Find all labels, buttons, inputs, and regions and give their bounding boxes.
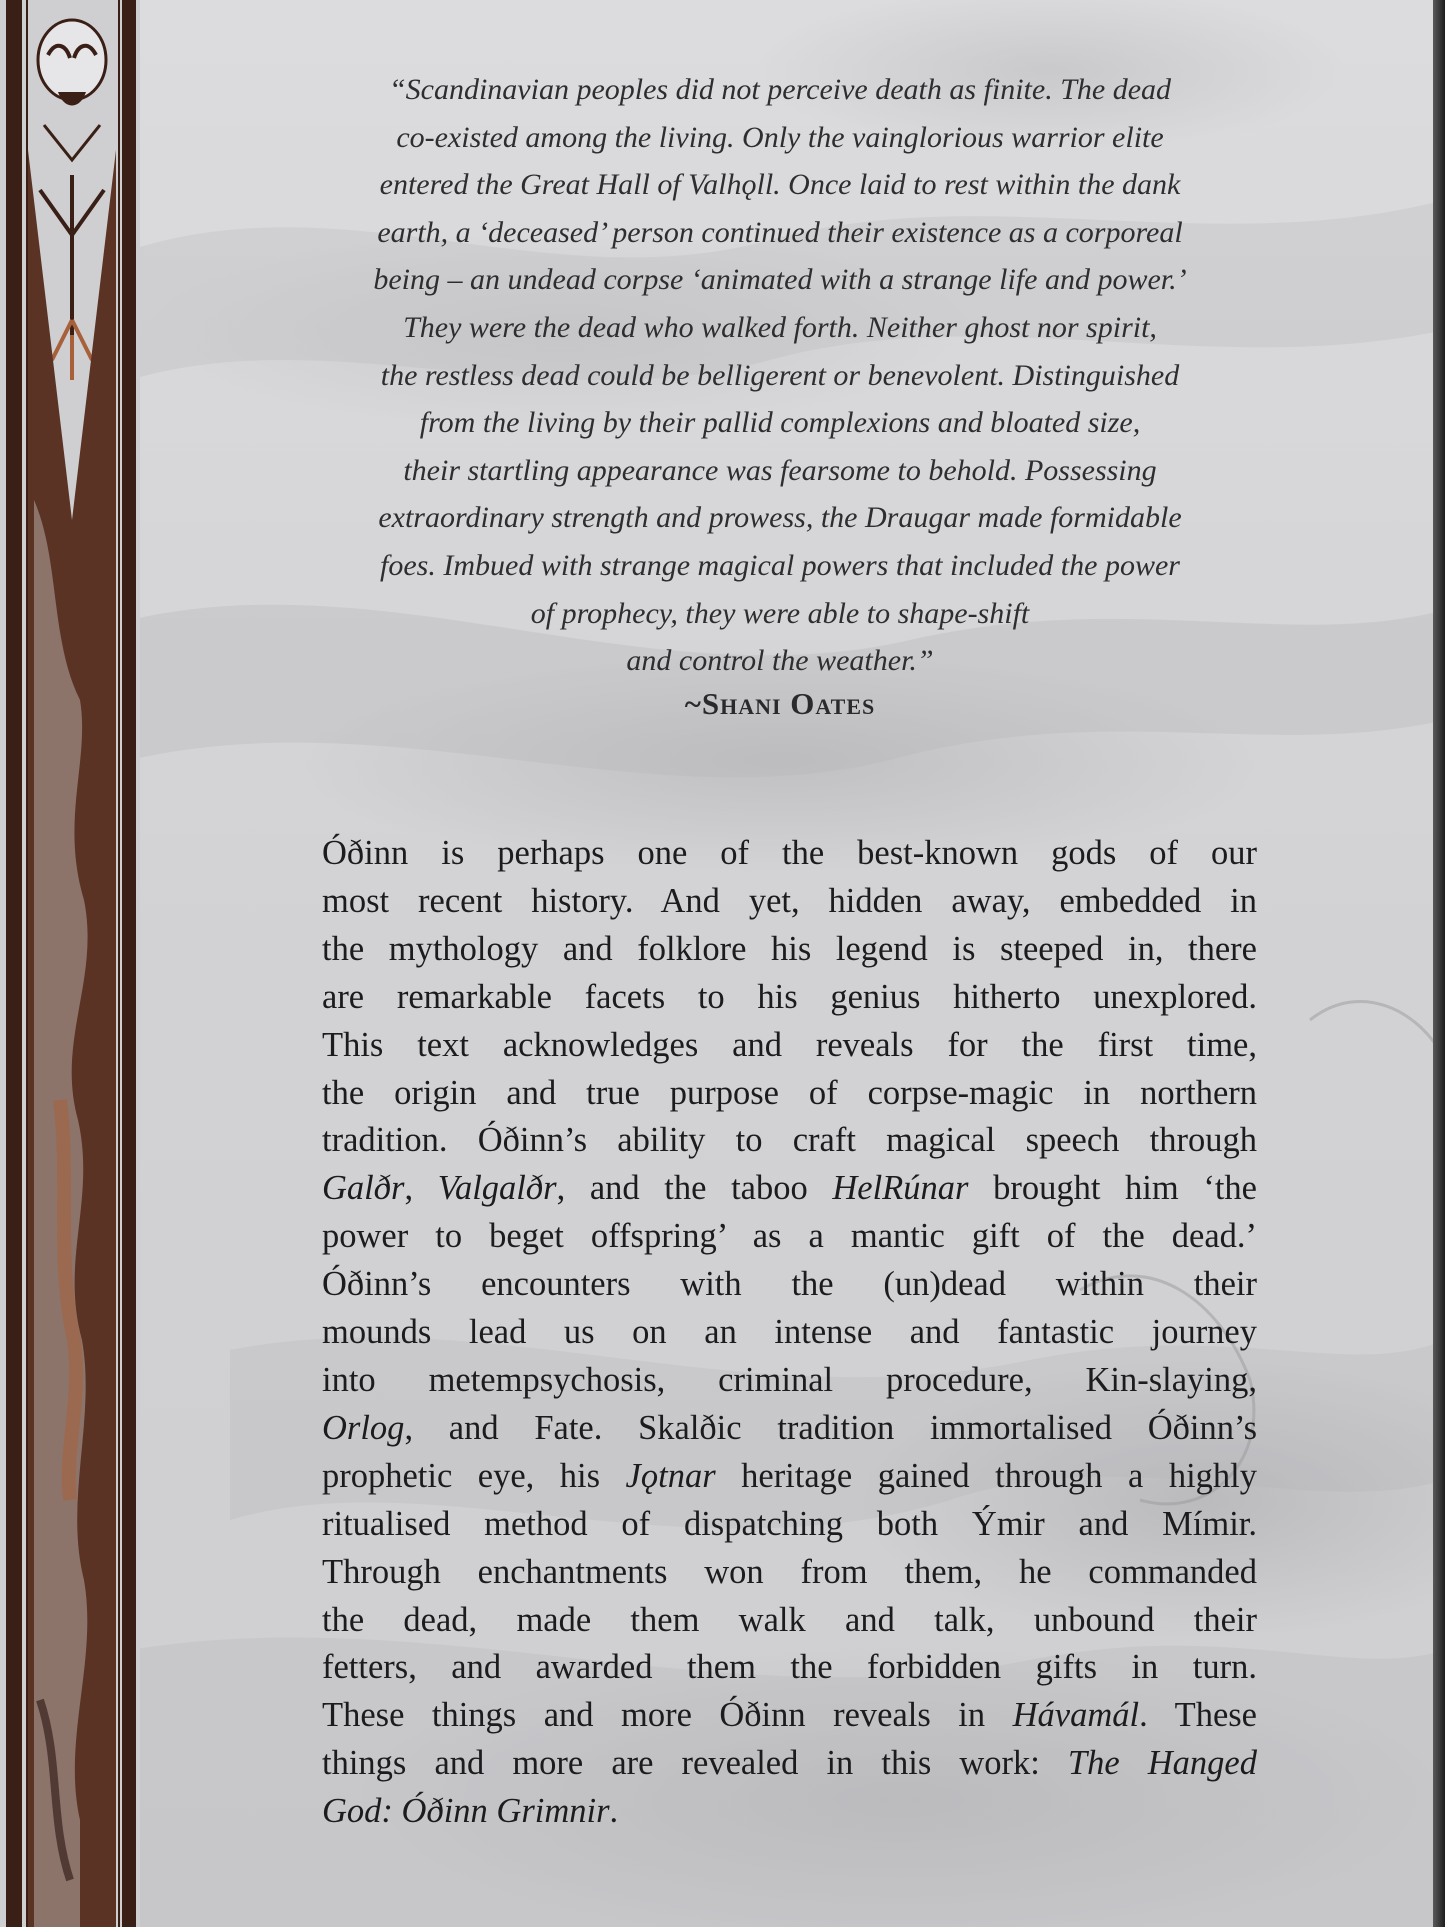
quote-line: They were the dead who walked forth. Neither ghost nor spirit,: [403, 310, 1157, 344]
book-title-part: God: Óðinn Grimnir: [322, 1792, 610, 1831]
quote-line: being – an undead corpse ‘animated with a strange life and power.’: [373, 263, 1187, 297]
quote-line: extraordinary strength and prowess, the Draugar made formidable: [378, 501, 1182, 535]
body-line: the mythology and folklore his legend is steeped in, there: [322, 929, 1257, 968]
body-line: power to beget offspring’ as a mantic gift of the dead.’: [322, 1217, 1257, 1256]
body-line: mounds lead us on an intense and fantastic journey: [322, 1313, 1257, 1352]
body-line: Through enchantments won from them, he commanded: [322, 1552, 1257, 1591]
quote-line: their startling appearance was fearsome to behold. Possessing: [403, 453, 1157, 487]
quote-line: earth, a ‘deceased’ person continued their existence as a corporeal: [377, 215, 1183, 249]
quote-line: entered the Great Hall of Valhǫll. Once laid to rest within the dank: [379, 168, 1181, 202]
body-fragment: prophetic eye, his: [322, 1456, 626, 1495]
body-fragment: things and more are revealed in this work:: [322, 1744, 1068, 1783]
body-fragment: ,: [404, 1169, 438, 1208]
body-line: Óðinn’s encounters with the (un)dead within their: [322, 1265, 1257, 1304]
epigraph-quote: [300, 66, 1260, 685]
term-helrunar: HelRúnar: [832, 1169, 969, 1208]
body-line: [322, 1405, 1257, 1453]
body-line: Óðinn is perhaps one of the best-known gods of our: [322, 834, 1257, 872]
body-line: into metempsychosis, criminal procedure, Kin-slaying,: [322, 1360, 1257, 1399]
body-line: [322, 1740, 1257, 1788]
term-valgaldr: Valgalðr: [437, 1169, 557, 1208]
body-fragment: These things and more Óðinn reveals in: [322, 1696, 1013, 1735]
body-fragment: , and Fate. Skalðic tradition immortalised Óðinn’s: [404, 1408, 1257, 1447]
quote-line: co-existed among the living. Only the vainglorious warrior elite: [396, 120, 1164, 154]
body-line: tradition. Óðinn’s ability to craft magical speech through: [322, 1121, 1257, 1160]
quote-line: “Scandinavian peoples did not perceive death as finite. The dead: [388, 73, 1172, 106]
body-fragment: heritage gained through a highly: [715, 1456, 1257, 1495]
body-fragment: . These: [1139, 1696, 1257, 1735]
quote-line: and control the weather.”: [626, 644, 934, 678]
body-line: ritualised method of dispatching both Ýmir and Mímir.: [322, 1504, 1257, 1543]
body-line: [322, 1165, 1257, 1213]
body-line: [322, 1453, 1257, 1501]
body-line: [322, 1692, 1257, 1740]
body-fragment: .: [609, 1792, 619, 1831]
body-fragment: brought him ‘the: [968, 1169, 1257, 1208]
body-line: This text acknowledges and reveals for the first time,: [322, 1025, 1257, 1064]
body-line: the origin and true purpose of corpse-magic in northern: [322, 1073, 1257, 1112]
body-fragment: , and the taboo: [556, 1169, 833, 1208]
page-edge: [1433, 0, 1445, 1927]
term-galdr: Galðr: [322, 1169, 405, 1208]
body-line: [322, 1788, 1257, 1836]
term-havamal: Hávamál: [1012, 1696, 1140, 1735]
quote-line: of prophecy, they were able to shape-shift: [530, 596, 1030, 630]
body-line: are remarkable facets to his genius hitherto unexplored.: [322, 977, 1257, 1016]
quote-attribution: ~Shani Oates: [684, 686, 876, 721]
book-title-part: The Hanged: [1067, 1744, 1257, 1783]
body-line: most recent history. And yet, hidden away, embedded in: [322, 881, 1257, 920]
body-paragraph: [322, 830, 1257, 1836]
quote-line: from the living by their pallid complexions and bloated size,: [419, 406, 1141, 440]
term-orlog: Orlog: [322, 1408, 405, 1447]
quote-line: foes. Imbued with strange magical powers that included the power: [380, 548, 1180, 582]
decorative-border: [0, 0, 140, 1927]
body-line: the dead, made them walk and talk, unbound their: [322, 1600, 1257, 1639]
quote-line: the restless dead could be belligerent or benevolent. Distinguished: [380, 358, 1180, 392]
body-line: fetters, and awarded them the forbidden gifts in turn.: [322, 1648, 1257, 1687]
term-jotnar: Jǫtnar: [625, 1456, 716, 1495]
